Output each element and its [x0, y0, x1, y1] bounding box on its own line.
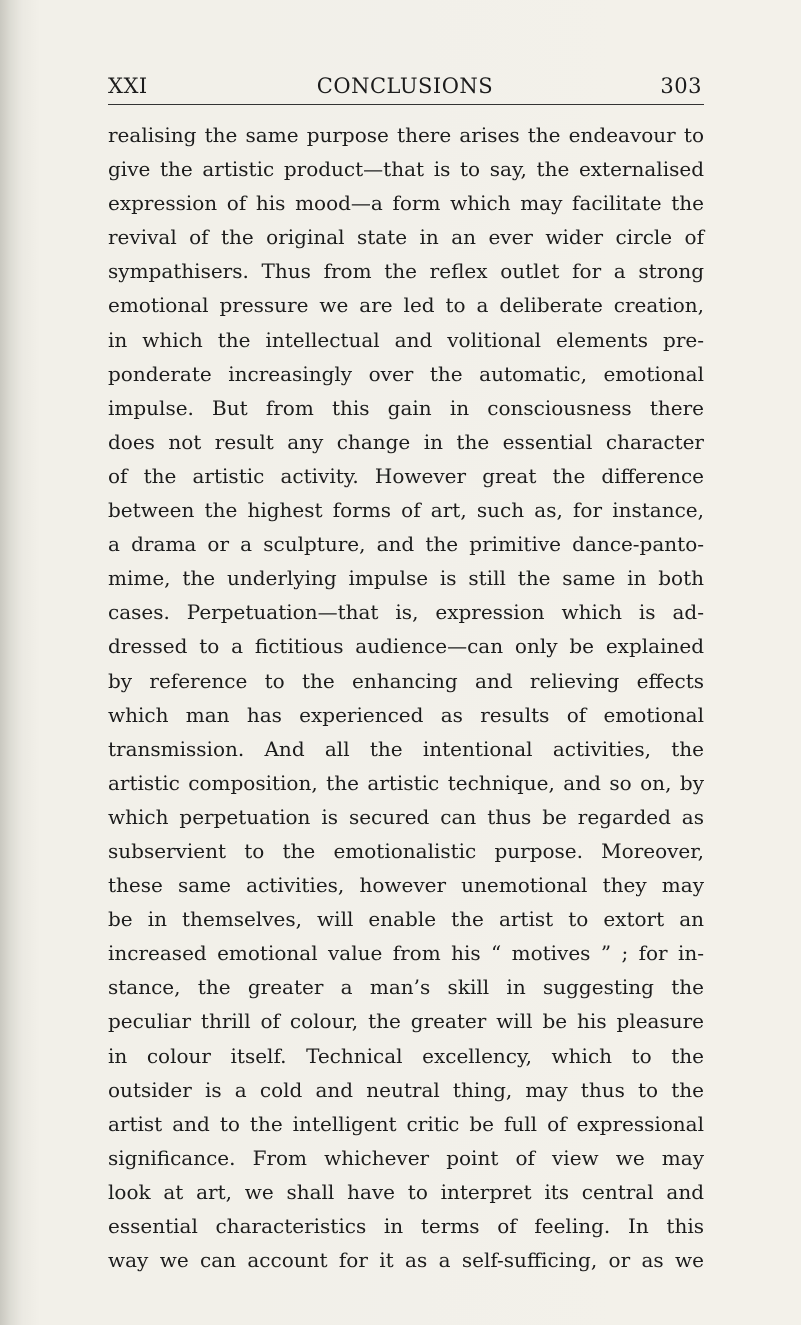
text-line: transmission. And all the intentional activities, the: [108, 736, 704, 761]
text-line: way we can account for it as a self-sufficing, or as we: [108, 1248, 704, 1273]
text-line: ponderate increasingly over the automatic, emotional: [108, 361, 704, 386]
text-line: dressed to a fictitious audience—can only be explained: [108, 634, 704, 659]
text-line: these same activities, however unemotional they may: [108, 873, 704, 898]
text-line: emotional pressure we are led to a deliberate creation,: [108, 293, 704, 318]
text-line: of the artistic activity. However great the difference: [108, 463, 704, 488]
body-paragraph: [108, 118, 708, 1277]
text-line: which perpetuation is secured can thus be regarded as: [108, 804, 704, 829]
text-line: in which the intellectual and volitional elements pre-: [108, 327, 704, 352]
text-line: outsider is a cold and neutral thing, may thus to the: [108, 1077, 704, 1102]
page-number: 303: [660, 74, 702, 98]
text-line: essential characteristics in terms of feeling. In this: [108, 1214, 704, 1238]
text-line: give the artistic product—that is to say, the externalised: [108, 157, 704, 182]
header-rule: [108, 104, 704, 105]
text-line: cases. Perpetuation—that is, expression which is ad-: [108, 600, 704, 625]
chapter-title: CONCLUSIONS: [316, 74, 494, 98]
text-line: stance, the greater a man’s skill in suggesting the: [108, 975, 704, 1000]
text-line: look at art, we shall have to interpret its central and: [108, 1179, 704, 1204]
text-line: subservient to the emotionalistic purpose. Moreover,: [108, 838, 704, 863]
text-line: mime, the underlying impulse is still the same in both: [108, 566, 704, 591]
text-line: revival of the original state in an ever wider circle of: [108, 225, 704, 250]
text-line: significance. From whichever point of view we may: [108, 1145, 704, 1170]
running-header: [108, 74, 702, 104]
text-line: artist and to the intelligent critic be full of expressional: [108, 1111, 704, 1136]
text-line: between the highest forms of art, such as, for instance,: [108, 498, 704, 523]
chapter-numeral: XXI: [108, 74, 148, 98]
text-line: which man has experienced as results of emotional: [108, 702, 704, 727]
text-line: artistic composition, the artistic technique, and so on, by: [108, 770, 704, 795]
text-line: a drama or a sculpture, and the primitive dance-panto-: [108, 532, 704, 557]
text-line: in colour itself. Technical excellency, which to the: [108, 1043, 704, 1068]
text-line: by reference to the enhancing and relieving effects: [108, 668, 704, 693]
text-line: expression of his mood—a form which may facilitate the: [108, 191, 704, 216]
text-line: impulse. But from this gain in consciousness there: [108, 395, 704, 420]
text-line: realising the same purpose there arises the endeavour to: [108, 123, 704, 147]
text-line: be in themselves, will enable the artist to extort an: [108, 907, 704, 932]
text-line: sympathisers. Thus from the reflex outlet for a strong: [108, 259, 704, 284]
text-line: peculiar thrill of colour, the greater will be his pleasure: [108, 1009, 704, 1034]
text-line: increased emotional value from his “ motives ” ; for in-: [108, 941, 704, 966]
text-line: does not result any change in the essential character: [108, 429, 704, 454]
